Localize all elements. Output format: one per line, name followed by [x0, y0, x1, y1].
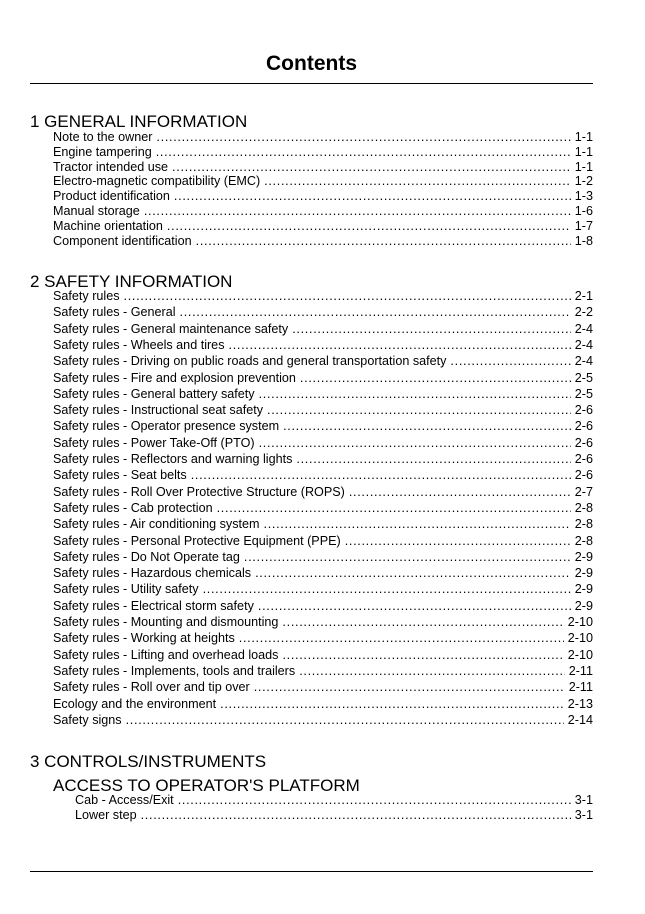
toc-dot-leader	[282, 614, 563, 630]
toc-entry-label: Safety rules	[53, 289, 120, 303]
toc-entry-page-number: 2-4	[574, 337, 593, 352]
toc-entry-label: Safety rules - General maintenance safety	[53, 321, 289, 336]
toc-dot-leader	[292, 321, 571, 337]
toc-entry-page-number: 2-9	[574, 549, 593, 564]
toc-entry	[53, 159, 593, 175]
toc-dot-leader	[124, 288, 571, 304]
toc-entry	[53, 370, 593, 386]
toc-entry-label: Safety rules - Driving on public roads and general transportation safety	[53, 354, 447, 369]
toc-entry	[53, 533, 593, 549]
toc-dot-leader	[267, 402, 571, 418]
toc-entry-label: Safety rules - General battery safety	[53, 386, 255, 401]
toc-entry	[53, 549, 593, 565]
toc-entry-page-number: 3-1	[574, 808, 593, 822]
toc-entry	[53, 565, 593, 581]
toc-dot-leader	[167, 218, 571, 234]
toc-entry	[53, 321, 593, 337]
toc-entry-page-number: 2-6	[574, 403, 593, 418]
toc-entry-page-number: 2-8	[574, 533, 593, 548]
toc-dot-leader	[258, 598, 571, 614]
toc-dot-leader	[156, 144, 571, 160]
toc-dot-leader	[229, 337, 571, 353]
toc-entry-page-number: 2-6	[574, 468, 593, 483]
toc-dot-leader	[144, 203, 571, 219]
toc-entry	[53, 598, 593, 614]
toc-entry	[53, 188, 593, 204]
toc-entry	[53, 233, 593, 249]
toc-entry-label: Note to the owner	[53, 130, 153, 144]
toc-entry	[53, 304, 593, 320]
toc-entry-page-number: 2-7	[574, 484, 593, 499]
toc-entry	[53, 435, 593, 451]
toc-dot-leader	[141, 807, 571, 823]
toc-entry-page-number: 1-2	[574, 174, 593, 189]
toc-entry-page-number: 2-2	[574, 305, 593, 320]
toc-entry-page-number: 2-9	[574, 598, 593, 613]
section-heading-safety-information: 2 SAFETY INFORMATION	[30, 272, 233, 291]
toc-entry-label: Safety rules - Lifting and overhead loads	[53, 647, 279, 662]
toc-entry-page-number: 2-6	[574, 419, 593, 434]
toc-entry-label: Safety rules - Wheels and tires	[53, 337, 225, 352]
toc-dot-leader	[244, 549, 571, 565]
toc-entry	[53, 500, 593, 516]
toc-entry-label: Safety rules - Electrical storm safety	[53, 598, 254, 613]
toc-entry-page-number: 1-1	[574, 159, 593, 174]
toc-entry-label: Safety rules - Hazardous chemicals	[53, 566, 252, 581]
toc-entry-label: Safety rules - Roll Over Protective Structure (ROPS)	[53, 484, 345, 499]
toc-entry	[53, 712, 593, 728]
toc-entry-label: Safety rules - Working at heights	[53, 631, 235, 646]
toc-dot-leader	[174, 188, 571, 204]
toc-entry-label: Safety rules - Air conditioning system	[53, 517, 260, 532]
toc-entry-page-number: 1-1	[574, 144, 593, 159]
toc-entry-label: Safety rules - Implements, tools and trailers	[53, 663, 296, 678]
toc-entry-page-number: 2-10	[567, 647, 593, 662]
toc-entry	[53, 614, 593, 630]
toc-entry	[53, 484, 593, 500]
toc-entry-page-number: 2-4	[574, 354, 593, 369]
toc-entry-label: Component identification	[53, 233, 192, 248]
toc-entry-label: Ecology and the environment	[53, 696, 217, 711]
toc-dot-leader	[255, 565, 571, 581]
toc-dot-leader	[191, 467, 571, 483]
toc-dot-leader	[264, 173, 571, 189]
toc-entry-page-number: 2-8	[574, 500, 593, 515]
toc-entry-page-number: 2-14	[567, 712, 593, 727]
toc-entry-label: Safety rules - General	[53, 305, 176, 320]
toc-entry-page-number: 2-8	[574, 517, 593, 532]
toc-entry	[53, 144, 593, 160]
toc-entry-page-number: 1-7	[574, 218, 593, 233]
toc-entry	[53, 451, 593, 467]
toc-entry	[53, 581, 593, 597]
toc-entry-label: Safety rules - Cab protection	[53, 500, 213, 515]
subsection-heading-access-to-operators-platform: ACCESS TO OPERATOR'S PLATFORM	[53, 776, 360, 795]
toc-entry-label: Safety rules - Personal Protective Equipment (PPE)	[53, 533, 341, 548]
toc-entry	[53, 696, 593, 712]
toc-entry-label: Safety rules - Utility safety	[53, 582, 199, 597]
section-heading-general-information: 1 GENERAL INFORMATION	[30, 112, 248, 131]
toc-dot-leader	[203, 581, 571, 597]
toc-dot-leader	[259, 435, 571, 451]
toc-entry-page-number: 2-5	[574, 370, 593, 385]
toc-dot-leader	[345, 533, 571, 549]
toc-dot-leader	[450, 353, 570, 369]
toc-entry-page-number: 2-9	[574, 566, 593, 581]
title-rule	[30, 83, 593, 84]
toc-entry-label: Safety rules - Operator presence system	[53, 419, 280, 434]
toc-entry-page-number: 2-11	[568, 680, 593, 695]
toc-entry	[53, 203, 593, 219]
toc-entry-label: Safety rules - Do Not Operate tag	[53, 549, 240, 564]
toc-entry-page-number: 1-6	[574, 204, 593, 218]
toc-dot-leader	[283, 418, 571, 434]
toc-entry-label: Safety rules - Power Take-Off (PTO)	[53, 435, 255, 450]
toc-entry	[53, 386, 593, 402]
toc-entry-label: Safety rules - Reflectors and warning lights	[53, 452, 293, 466]
toc-dot-leader	[264, 516, 571, 532]
toc-dot-leader	[239, 630, 564, 646]
toc-entry-page-number: 2-13	[567, 696, 593, 711]
toc-entry-label: Machine orientation	[53, 218, 163, 233]
toc-entry-label: Safety signs	[53, 712, 122, 727]
toc-entry-label: Lower step	[75, 808, 137, 822]
toc-dot-leader	[220, 696, 564, 712]
toc-entry-label: Safety rules - Mounting and dismounting	[53, 615, 279, 629]
toc-entry-label: Safety rules - Roll over and tip over	[53, 680, 250, 695]
toc-dot-leader	[178, 792, 571, 808]
toc-entry	[53, 467, 593, 483]
toc-entry	[53, 353, 593, 369]
toc-dot-leader	[172, 159, 571, 175]
page-title: Contents	[266, 52, 357, 75]
toc-entry-label: Safety rules - Seat belts	[53, 468, 187, 483]
toc-dot-leader	[156, 129, 570, 145]
toc-dot-leader	[217, 500, 571, 516]
toc-entry-page-number: 2-11	[568, 663, 593, 678]
toc-entry-page-number: 2-10	[567, 615, 593, 629]
toc-dot-leader	[254, 679, 565, 695]
toc-entry	[53, 516, 593, 532]
footer-rule	[30, 871, 593, 872]
toc-entry-page-number: 2-6	[574, 435, 593, 450]
toc-dot-leader	[180, 304, 571, 320]
toc-dot-leader	[259, 386, 571, 402]
toc-entry-page-number: 1-1	[574, 130, 593, 144]
toc-entry-label: Tractor intended use	[53, 159, 169, 174]
toc-entry	[53, 663, 593, 679]
toc-entry	[53, 337, 593, 353]
toc-entry-label: Product identification	[53, 189, 170, 204]
toc-entry	[53, 288, 593, 304]
toc-entry-page-number: 1-3	[574, 189, 593, 204]
toc-entry	[75, 807, 593, 823]
toc-dot-leader	[349, 484, 571, 500]
toc-entry	[53, 630, 593, 646]
toc-entry-page-number: 2-6	[574, 452, 593, 466]
toc-entry	[53, 402, 593, 418]
toc-entry	[53, 129, 593, 145]
toc-dot-leader	[299, 663, 565, 679]
toc-entry	[53, 173, 593, 189]
toc-entry-label: Electro-magnetic compatibility (EMC)	[53, 174, 261, 189]
toc-entry-page-number: 3-1	[574, 793, 593, 807]
toc-entry-page-number: 2-5	[574, 386, 593, 401]
toc-entry-page-number: 2-10	[567, 631, 593, 646]
toc-entry-label: Safety rules - Fire and explosion prevention	[53, 370, 296, 385]
toc-entry-label: Manual storage	[53, 204, 140, 218]
toc-dot-leader	[196, 233, 571, 249]
toc-entry-page-number: 2-1	[574, 289, 593, 303]
toc-dot-leader	[126, 712, 564, 728]
section-heading-controls-instruments: 3 CONTROLS/INSTRUMENTS	[30, 752, 267, 771]
toc-entry-page-number: 2-9	[574, 582, 593, 597]
toc-entry	[75, 792, 593, 808]
toc-entry-page-number: 2-4	[574, 321, 593, 336]
toc-entry	[53, 418, 593, 434]
toc-dot-leader	[296, 451, 570, 467]
toc-entry-label: Safety rules - Instructional seat safety	[53, 403, 263, 418]
toc-entry-label: Engine tampering	[53, 144, 152, 159]
toc-dot-leader	[282, 647, 563, 663]
toc-dot-leader	[300, 370, 571, 386]
toc-entry	[53, 647, 593, 663]
toc-entry	[53, 218, 593, 234]
toc-entry-page-number: 1-8	[574, 233, 593, 248]
toc-entry	[53, 679, 593, 695]
toc-entry-label: Cab - Access/Exit	[75, 793, 174, 807]
